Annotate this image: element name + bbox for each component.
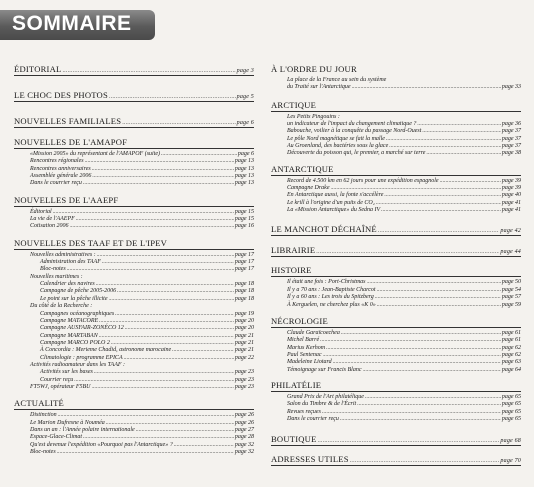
section-title: ARCTIQUE	[271, 99, 317, 110]
leader-dots	[83, 180, 234, 187]
section-title: À L'ORDRE DU JOUR	[271, 64, 357, 74]
entry-text: Campagne AUSFAIR-ZONÉCO 12	[40, 325, 124, 332]
entry-text: À Kerguelen, ne cherchez plus «K 0»	[287, 301, 376, 308]
page-number: page 28	[234, 434, 254, 441]
toc-entry	[271, 294, 521, 301]
page-number: page 32	[234, 449, 254, 455]
page-number: page 57	[501, 294, 521, 301]
leader-dots	[316, 249, 499, 255]
toc-entry	[14, 259, 254, 266]
page-number: page 42	[500, 228, 521, 235]
toc-entry	[14, 434, 254, 441]
entry-text: Grand Prix de l'Art philatélique	[287, 393, 364, 400]
page-number: page 27	[234, 426, 254, 433]
leader-dots	[124, 355, 234, 362]
toc-entry	[14, 180, 254, 187]
toc-entry	[14, 303, 254, 310]
page-number: page 17	[234, 251, 254, 258]
page-number: page 23	[234, 383, 254, 390]
leader-dots	[340, 416, 501, 423]
section-title: LIBRAIRIE	[271, 245, 316, 256]
entry-text: Michel Barré	[287, 337, 320, 344]
entry-text: Rencontres régionales	[30, 158, 84, 165]
page-number: page 36	[501, 121, 521, 128]
toc-entry	[14, 347, 254, 354]
toc-entry	[271, 287, 521, 294]
entry-text: Claude Garaïcoechea	[287, 329, 340, 336]
leader-dots	[67, 266, 234, 273]
toc-entry	[271, 84, 521, 91]
entry-text: Dans le courrier reçu	[287, 415, 339, 422]
leader-dots	[125, 325, 234, 332]
leader-dots	[53, 209, 234, 216]
page-number: page 20	[234, 325, 254, 332]
entry-text: Bloc-notes	[30, 449, 56, 455]
page-number: page 6	[237, 151, 254, 157]
toc-entry	[14, 420, 254, 427]
leader-dots	[381, 207, 501, 214]
entry-text: Campagne de pêche 2005-2006	[40, 288, 117, 295]
entry-text: Dans un an : l'Année polaire internationale	[30, 426, 135, 433]
toc-entry	[271, 192, 521, 199]
page-number: page 13	[234, 165, 254, 172]
leader-dots	[377, 302, 501, 309]
page-number: page 61	[501, 337, 521, 344]
leader-dots	[83, 434, 234, 441]
page-number: page 18	[234, 295, 254, 302]
leader-dots	[367, 279, 501, 286]
page-number: page 41	[501, 199, 521, 206]
toc-entry	[14, 296, 254, 303]
leader-dots	[74, 377, 234, 384]
entry-text: Babouche, voilier à la conquête du passage Nord-Ouest	[287, 128, 422, 135]
page-number: page 37	[501, 135, 521, 142]
toc-entry	[271, 302, 521, 309]
leader-dots	[122, 120, 235, 126]
page-number: page 65	[501, 401, 521, 408]
entry-text: Les Petits Pingouins :	[287, 113, 340, 120]
section-a-l-ordre-du-jour	[271, 64, 521, 92]
section-antarctique	[271, 164, 521, 215]
page-number: page 18	[234, 288, 254, 295]
page-number: page 23	[234, 369, 254, 376]
page-number: page 50	[501, 279, 521, 286]
toc-entry	[271, 352, 521, 359]
leader-dots	[109, 296, 234, 303]
section-title: PHILATÉLIE	[271, 379, 322, 390]
toc-entry	[14, 281, 254, 288]
leader-dots	[109, 94, 236, 100]
entry-text: La «Mission Antarctique» du Sedna IV	[287, 207, 381, 214]
leader-dots	[318, 438, 500, 444]
leader-dots	[174, 442, 234, 449]
leader-dots	[92, 166, 234, 173]
entry-text: Nouvelles maritimes :	[30, 273, 83, 280]
entry-text: En Antarctique aussi, la fonte s'accélère	[287, 192, 384, 199]
toc-entry	[271, 279, 521, 286]
toc-entry	[14, 166, 254, 173]
section-nouvelles-de-l-aaepf	[14, 195, 254, 231]
page-number: page 17	[234, 259, 254, 266]
page-number: page 3	[236, 68, 254, 74]
page-number: page 62	[501, 351, 521, 358]
entry-text: Madeleine Liotard	[287, 359, 332, 366]
toc-entry	[271, 416, 521, 423]
leader-dots	[375, 294, 501, 301]
page-number: page 23	[234, 376, 254, 383]
section-necrologie	[271, 316, 521, 374]
toc-entry	[271, 345, 521, 352]
leader-dots	[363, 367, 501, 374]
entry-text: Témoignage sur Francis Blanc	[287, 366, 362, 373]
section-nouvelles-familiales	[14, 116, 254, 128]
section-title: NOUVELLES DE L'AAEPF	[14, 194, 119, 205]
page-number: page 65	[501, 393, 521, 400]
entry-text: Le point sur la pêche illicite	[40, 295, 108, 302]
section-editorial	[14, 64, 254, 76]
toc-entry	[271, 136, 521, 143]
entry-text: Courrier reçu	[40, 376, 74, 383]
page-number: page 18	[234, 281, 254, 288]
section-heading	[14, 238, 254, 250]
leader-dots	[386, 136, 501, 143]
leader-dots	[377, 287, 501, 294]
toc-entry	[271, 409, 521, 416]
entry-text: Revues reçues	[287, 408, 321, 415]
entry-text: La place de la France au sein du système	[287, 77, 387, 83]
page-number: page 70	[500, 458, 521, 465]
toc-entry	[14, 252, 254, 259]
section-actualite	[14, 398, 254, 456]
toc-entry	[271, 143, 521, 150]
section-le-manchot-dechaine	[271, 224, 521, 236]
page-number: page 54	[501, 286, 521, 293]
toc-entry	[271, 121, 521, 128]
leader-dots	[136, 427, 234, 434]
section-heading	[271, 245, 521, 257]
section-title: ADRESSES UTILES	[271, 454, 349, 465]
entry-text: Record de 4.500 km en 62 jours pour une expédition espagnole	[287, 177, 439, 184]
page-number: page 63	[501, 359, 521, 366]
section-heading	[14, 90, 254, 102]
section-nouvelles-des-taaf-et-de-l-ipev	[14, 238, 254, 392]
leader-dots	[85, 158, 234, 165]
entry-text: Le krill à l'origine d'un puits de CO₂	[287, 199, 375, 206]
section-title: LE MANCHOT DÉCHAÎNÉ	[271, 224, 377, 235]
entry-text: Campagne MARCO POLO 2	[40, 339, 110, 346]
toc-entry	[271, 207, 521, 214]
toc-entry	[14, 427, 254, 434]
page-number: page 59	[501, 301, 521, 308]
entry-text: «Mission 2005» du représentant de l'AMAPOF (suite)	[30, 151, 161, 157]
leader-dots	[365, 394, 501, 401]
page-number: page 13	[234, 180, 254, 187]
page-number: page 37	[501, 128, 521, 135]
section-title: NOUVELLES DES TAAF ET DE L'IPEV	[14, 237, 168, 248]
section-title: HISTOIRE	[271, 265, 312, 276]
page-number: page 38	[501, 150, 521, 157]
entry-text: Le Marion Dufresne à Nouméa	[30, 419, 105, 426]
page-number: page 19	[234, 310, 254, 317]
leader-dots	[117, 288, 234, 295]
section-heading	[271, 64, 521, 75]
page-title: SOMMAIRE	[12, 12, 132, 35]
toc-entry	[14, 369, 254, 376]
section-librairie	[271, 245, 521, 257]
entry-text: Assemblée générale 2006	[30, 173, 92, 180]
section-heading	[271, 434, 521, 446]
section-philatelie	[271, 380, 521, 423]
sommaire-banner	[0, 10, 155, 40]
toc-entry	[271, 401, 521, 408]
entry-text: Le pôle Nord magnétique se fait la malle	[287, 135, 385, 142]
page-number: page 22	[234, 354, 254, 361]
section-title: LE CHOC DES PHOTOS	[14, 90, 108, 100]
toc-entry	[14, 325, 254, 332]
toc-entry	[271, 200, 521, 207]
toc-entry	[14, 209, 254, 216]
page-number: page 33	[501, 84, 521, 91]
entry-text: Activités sur les bases	[40, 369, 93, 376]
leader-dots	[76, 216, 234, 223]
toc-entry	[14, 355, 254, 362]
entry-text: Espace-Glace-Climat	[30, 434, 82, 441]
entry-text: Dans le courrier reçu	[30, 180, 82, 187]
leader-dots	[172, 347, 234, 354]
leader-dots	[58, 412, 234, 419]
leader-dots	[96, 281, 234, 288]
page-number: page 6	[236, 120, 254, 126]
leader-dots	[322, 409, 501, 416]
leader-dots	[422, 128, 500, 135]
toc-entry	[14, 151, 254, 158]
toc-entry	[14, 449, 254, 456]
section-heading	[14, 116, 254, 128]
page-number: page 61	[501, 329, 521, 336]
section-title: ANTARCTIQUE	[271, 163, 334, 174]
toc-entry	[271, 77, 521, 84]
section-heading	[271, 265, 521, 277]
entry-text: Climatologie : programme EPICA	[40, 354, 123, 361]
leader-dots	[352, 84, 501, 91]
entry-text: Du côté de la Recherche :	[30, 303, 93, 310]
page-number: page 32	[234, 441, 254, 448]
page-number: page 39	[501, 185, 521, 192]
leader-dots	[57, 449, 234, 456]
page-number: page 37	[501, 143, 521, 150]
page-number: page 15	[234, 208, 254, 215]
leader-dots	[376, 200, 501, 207]
leader-dots	[94, 369, 234, 376]
leader-dots	[92, 173, 234, 180]
leader-dots	[333, 359, 501, 366]
section-heading	[271, 164, 521, 176]
entry-text: Bloc-notes	[40, 266, 66, 273]
page-number: page 15	[234, 216, 254, 223]
page-number: page 65	[501, 408, 521, 415]
entry-text: Administration des TAAF	[40, 259, 101, 266]
entry-text: Rencontres anniversaires	[30, 165, 91, 172]
entry-text: Éditorial	[30, 208, 52, 215]
toc-entry	[271, 150, 521, 157]
toc-entry	[14, 442, 254, 449]
toc-entry	[271, 367, 521, 374]
page-number: page 65	[501, 415, 521, 422]
toc-entry	[14, 158, 254, 165]
toc-entry	[14, 384, 254, 391]
entry-text: Il était une fois : Port-Christmas	[287, 279, 366, 286]
toc-entry	[271, 359, 521, 366]
leader-dots	[378, 228, 500, 234]
right-column	[271, 64, 521, 468]
page-number: page 39	[501, 177, 521, 184]
section-heading	[14, 195, 254, 207]
toc-entry	[14, 333, 254, 340]
entry-text: Salon du Timbre & de l'Écrit	[287, 401, 357, 408]
page-number: page 13	[234, 158, 254, 165]
leader-dots	[350, 458, 500, 464]
section-title: ÉDITORIAL	[14, 64, 62, 74]
page-number: page 44	[500, 249, 521, 256]
toc-entry	[14, 311, 254, 318]
leader-dots	[326, 345, 501, 352]
leader-dots	[92, 384, 234, 391]
page-number: page 26	[234, 419, 254, 426]
section-title: NOUVELLES DE L'AMAPOF	[14, 137, 128, 147]
entry-text: Activités radioamateur dans les TAAF :	[30, 361, 126, 368]
entry-text: La vie de l'AAEPF	[30, 216, 75, 223]
entry-text: Il y a 60 ans : Les trois du Spitzberg	[287, 294, 374, 301]
leader-dots	[106, 420, 234, 427]
leader-dots	[440, 178, 501, 185]
entry-text: Campagnes océanographiques	[40, 310, 115, 317]
page-number: page 21	[234, 339, 254, 346]
section-title: ACTUALITÉ	[14, 398, 65, 409]
leader-dots	[99, 333, 234, 340]
section-arctique	[271, 100, 521, 158]
entry-text: Campagne MARTABAN	[40, 332, 98, 339]
page-number: page 64	[501, 366, 521, 373]
toc-entry	[14, 223, 254, 230]
entry-text: Nouvelles administratives :	[30, 251, 96, 258]
entry-text: du Traité sur l'Antarctique	[287, 84, 351, 91]
leader-dots	[417, 121, 500, 128]
toc-entry	[14, 377, 254, 384]
page-number: page 68	[500, 438, 521, 445]
section-heading	[271, 380, 521, 392]
entry-text: Paul Sentenac	[287, 351, 322, 358]
toc-entry	[271, 114, 521, 121]
toc-entry	[14, 288, 254, 295]
entry-text: Cotisation 2006	[30, 223, 69, 230]
leader-dots	[357, 401, 501, 408]
toc-entry	[14, 362, 254, 369]
leader-dots	[341, 330, 501, 337]
page-number: page 62	[501, 344, 521, 351]
entry-text: Marius Kerhom	[287, 344, 326, 351]
entry-text: Au Groenland, des bactéries sous la glace	[287, 143, 389, 150]
entry-text: Campagne MATACORE	[40, 317, 99, 324]
section-boutique	[271, 434, 521, 446]
leader-dots	[320, 337, 501, 344]
toc-entry	[14, 266, 254, 273]
section-title: NOUVELLES FAMILIALES	[14, 116, 122, 126]
entry-text: Calendrier des navires	[40, 281, 95, 288]
section-nouvelles-de-l-amapof	[14, 137, 254, 188]
page-number: page 5	[236, 94, 254, 100]
leader-dots	[323, 352, 501, 359]
toc-entry	[14, 412, 254, 419]
entry-text: FT5WJ, opérateur F5BU	[30, 383, 91, 390]
section-heading	[14, 398, 254, 410]
leader-dots	[161, 151, 237, 158]
section-le-choc-des-photos	[14, 90, 254, 102]
section-histoire	[271, 265, 521, 308]
section-heading	[271, 316, 521, 328]
toc-entry	[271, 330, 521, 337]
entry-text: Il y a 70 ans : Jean-Baptiste Charcot	[287, 286, 376, 293]
entry-text: Découverte du poisson qui, le premier, a marché sur terre	[287, 150, 426, 157]
toc-entry	[14, 274, 254, 281]
toc-entry	[14, 216, 254, 223]
toc-entry	[271, 178, 521, 185]
section-heading	[271, 454, 521, 466]
leader-dots	[389, 143, 501, 150]
section-title: BOUTIQUE	[271, 434, 317, 445]
entry-text: À Concordia : Merieme Chadid, astronome marocaine	[40, 347, 172, 354]
entry-text: un indicateur de l'impact du changement climatique ?	[287, 121, 417, 128]
leader-dots	[115, 311, 234, 318]
page-number: page 16	[234, 223, 254, 230]
entry-text: Distinction	[30, 412, 57, 419]
left-column	[14, 64, 254, 456]
page-number: page 21	[234, 347, 254, 354]
leader-dots	[62, 68, 235, 74]
section-title: NÉCROLOGIE	[271, 315, 328, 326]
section-heading	[271, 224, 521, 236]
section-adresses-utiles	[271, 454, 521, 466]
toc-entry	[14, 173, 254, 180]
section-heading	[14, 137, 254, 149]
leader-dots	[384, 192, 500, 199]
page-number: page 20	[234, 317, 254, 324]
section-heading	[14, 64, 254, 76]
toc-entry	[271, 337, 521, 344]
entry-text: Campagne Drake	[287, 185, 330, 192]
leader-dots	[70, 223, 234, 230]
page-number: page 26	[234, 412, 254, 419]
page-number: page 13	[234, 173, 254, 180]
leader-dots	[97, 252, 234, 259]
page-number: page 21	[234, 332, 254, 339]
toc-entry	[271, 128, 521, 135]
leader-dots	[102, 259, 234, 266]
page-number: page 40	[501, 192, 521, 199]
page-number: page 17	[234, 266, 254, 273]
leader-dots	[426, 150, 500, 157]
section-heading	[271, 100, 521, 112]
page-number: page 41	[501, 207, 521, 214]
entry-text: Qu'est devenue l'expédition «Pourquoi pas l'Antarctique» ?	[30, 441, 173, 448]
